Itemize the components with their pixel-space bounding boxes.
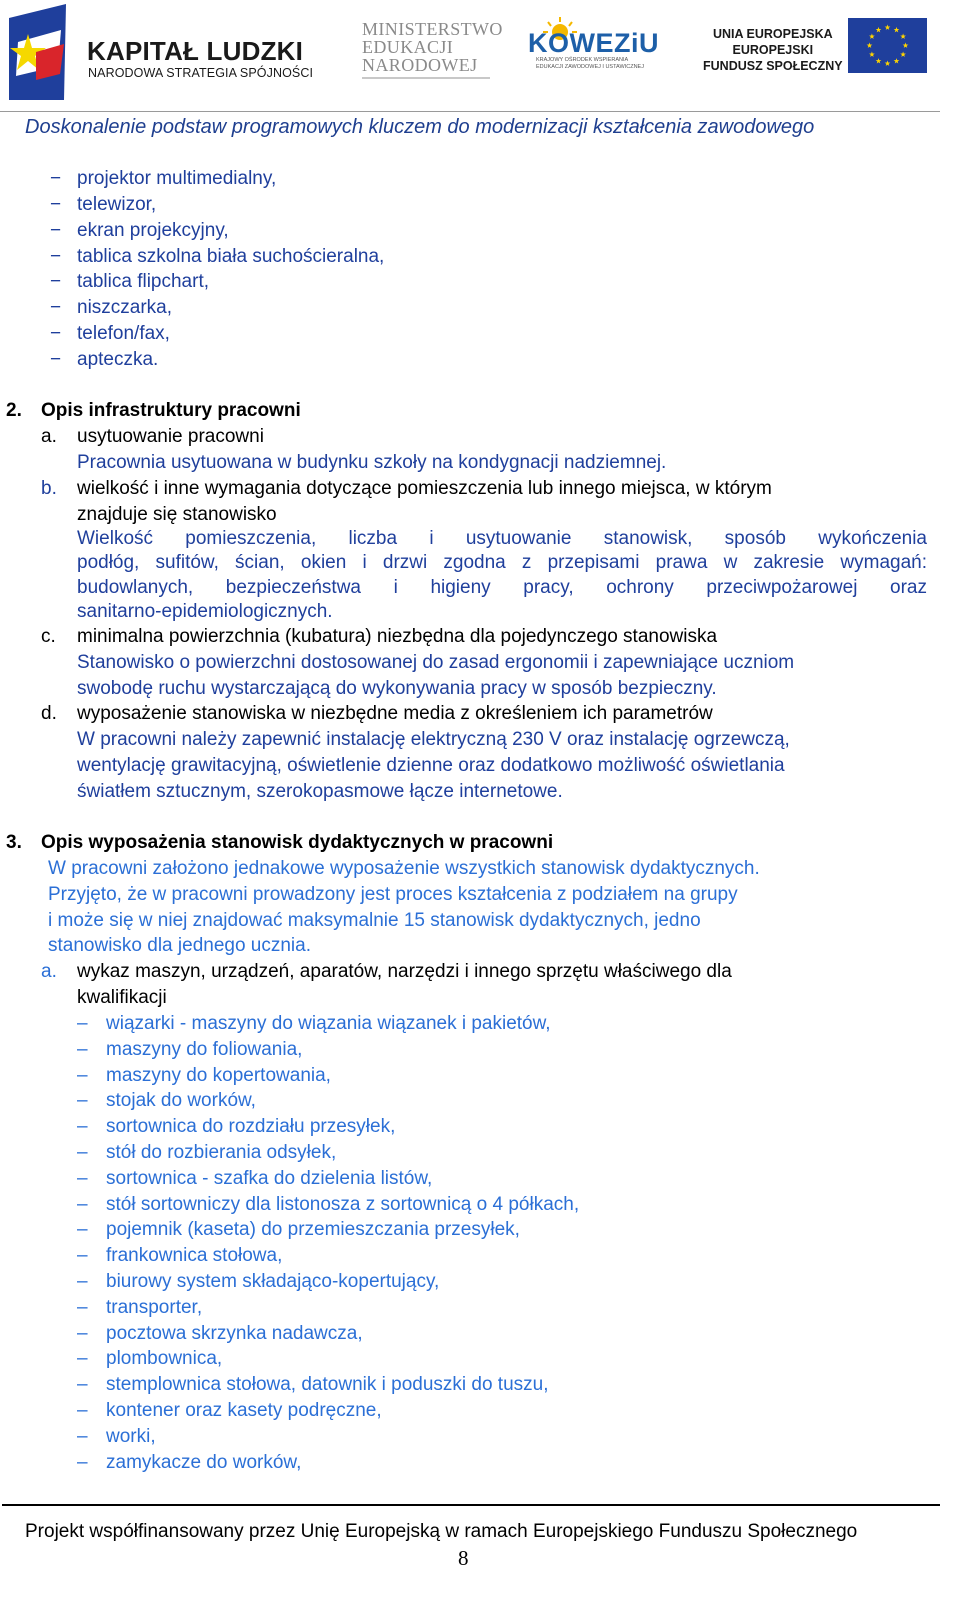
item-text: W pracowni należy zapewnić instalację elektryczną 230 V oraz instalację ogrzewczą, [77,729,790,750]
list-bullet: – [77,1452,88,1473]
list-item: telefon/fax, [77,323,170,344]
item-text: budowlanych, bezpieczeństwa i higieny pracy, ochrony przeciwpożarowej oraz [77,577,927,598]
list-item: niszczarka, [77,297,173,318]
list-item: frankownica stołowa, [106,1245,283,1266]
list-bullet: − [50,349,62,370]
item-letter: b. [41,478,57,499]
list-bullet: – [77,1271,88,1292]
item-heading: kwalifikacji [77,987,167,1008]
eu-flag-icon [848,18,927,73]
item-text: Wielkość pomieszczenia, liczba i usytuowanie stanowisk, sposób wykończenia [77,528,927,549]
item-text: światłem sztucznym, szerokopasmowe łącze internetowe. [77,781,563,802]
list-item: maszyny do kopertowania, [106,1065,331,1086]
list-bullet: – [77,1374,88,1395]
list-bullet: − [50,271,62,292]
list-bullet: – [77,1400,88,1421]
document-title: Doskonalenie podstaw programowych kluczem do modernizacji kształcenia zawodowego [25,116,815,138]
eu-line: FUNDUSZ SPOŁECZNY [703,59,843,73]
item-letter: d. [41,703,57,724]
item-text: Stanowisko o powierzchni dostosowanej do zasad ergonomii i zapewniające uczniom [77,652,795,673]
list-item: biurowy system składająco-kopertujący, [106,1271,440,1292]
list-item: zamykacze do worków, [106,1452,302,1473]
list-item: kontener oraz kasety podręczne, [106,1400,382,1421]
men-logo-line: MINISTERSTWO [362,19,503,39]
section-intro: Przyjęto, że w pracowni prowadzony jest proces kształcenia z podziałem na grupy [48,884,738,905]
list-bullet: – [77,1194,88,1215]
list-bullet: – [77,1219,88,1240]
section-intro: stanowisko dla jednego ucznia. [48,935,312,956]
list-item: pojemnik (kaseta) do przemieszczania przesyłek, [106,1219,520,1240]
section-title: Opis infrastruktury pracowni [41,400,301,421]
list-bullet: − [50,220,62,241]
item-text: Pracownia usytuowana w budynku szkoły na kondygnacji nadziemnej. [77,452,667,473]
list-item: ekran projekcyjny, [77,220,229,241]
koweziu-sub-line: KRAJOWY OŚRODEK WSPIERANIA [536,57,629,63]
list-bullet: – [77,1013,88,1034]
list-item: wiązarki - maszyny do wiązania wiązanek i pakietów, [106,1013,551,1034]
item-heading: wyposażenie stanowiska w niezbędne media z określeniem ich parametrów [77,703,713,724]
men-logo [362,20,503,79]
kapital-ludzki-subtitle: NARODOWA STRATEGIA SPÓJNOŚCI [88,66,314,80]
item-text: sanitarno-epidemiologicznych. [77,601,333,622]
list-bullet: − [50,297,62,318]
list-item: worki, [106,1426,156,1447]
list-bullet: – [77,1323,88,1344]
list-item: tablica szkolna biała suchościeralna, [77,246,385,267]
list-bullet: – [77,1065,88,1086]
item-heading: usytuowanie pracowni [77,426,264,447]
eu-line: UNIA EUROPEJSKA [712,27,833,41]
header-divider [0,111,940,112]
men-logo-line: NARODOWEJ [362,55,478,75]
list-item: pocztowa skrzynka nadawcza, [106,1323,363,1344]
list-bullet: – [77,1297,88,1318]
list-bullet: − [50,323,62,344]
section-number: 3. [6,832,22,853]
list-bullet: – [77,1116,88,1137]
list-bullet: – [77,1168,88,1189]
list-bullet: – [77,1426,88,1447]
list-item: maszyny do foliowania, [106,1039,303,1060]
koweziu-sub-line: EDUKACJI ZAWODOWEJ I USTAWICZNEJ [536,64,644,70]
men-logo-line: EDUKACJI [362,37,454,57]
section-title: Opis wyposażenia stanowisk dydaktycznych w pracowni [41,832,554,853]
item-letter: a. [41,961,57,982]
list-bullet: – [77,1348,88,1369]
item-text: podłóg, sufitów, ścian, okien i drzwi zgodna z przepisami prawa w zakresie wymagań: [77,552,927,573]
list-bullet: – [77,1245,88,1266]
list-item: projektor multimedialny, [77,168,277,189]
item-text: swobodę ruchu wystarczającą do wykonywania pracy w sposób bezpieczny. [77,678,717,699]
list-item: stół do rozbierania odsyłek, [106,1142,337,1163]
footer-text: Projekt współfinansowany przez Unię Europejską w ramach Europejskiego Funduszu Społecznego [25,1521,858,1542]
list-item: stojak do worków, [106,1090,256,1111]
list-item: transporter, [106,1297,203,1318]
eu-line: EUROPEJSKI [732,43,814,57]
item-text: wentylację grawitacyjną, oświetlenie dzienne oraz dodatkowo możliwość oświetlania [77,755,785,776]
list-bullet: − [50,168,62,189]
men-logo-underline [362,77,490,79]
kapital-ludzki-title: KAPITAŁ LUDZKI [87,36,304,66]
list-item: stół sortowniczy dla listonosza z sortownicą o 4 półkach, [106,1194,580,1215]
list-item: apteczka. [77,349,159,370]
item-letter: c. [41,626,56,647]
list-item: sortownica - szafka do dzielenia listów, [106,1168,433,1189]
list-bullet: − [50,194,62,215]
page-number: 8 [458,1546,469,1570]
list-item: stemplownica stołowa, datownik i poduszki do tuszu, [106,1374,549,1395]
list-item: plombownica, [106,1348,223,1369]
item-heading: minimalna powierzchnia (kubatura) niezbędna dla pojedynczego stanowiska [77,626,718,647]
list-bullet: – [77,1142,88,1163]
section-intro: i może się w niej znajdować maksymalnie 15 stanowisk dydaktycznych, jedno [48,910,701,931]
list-bullet: − [50,246,62,267]
koweziu-logo-subtitle [536,57,644,71]
list-item: sortownica do rozdziału przesyłek, [106,1116,396,1137]
item-heading: wielkość i inne wymagania dotyczące pomieszczenia lub innego miejsca, w którym [77,478,772,499]
item-heading: wykaz maszyn, urządzeń, aparatów, narzędzi i innego sprzętu właściwego dla [77,961,732,982]
section-number: 2. [6,400,22,421]
list-item: tablica flipchart, [77,271,210,292]
item-heading: znajduje się stanowisko [77,504,277,525]
item-letter: a. [41,426,57,447]
list-item: telewizor, [77,194,157,215]
eu-text-block [703,26,843,74]
footer-divider [2,1504,940,1506]
section-intro: W pracowni założono jednakowe wyposażenie wszystkich stanowisk dydaktycznych. [48,858,760,879]
list-bullet: – [77,1039,88,1060]
koweziu-logo-text: KOWEZiU [528,28,659,58]
list-bullet: – [77,1090,88,1111]
